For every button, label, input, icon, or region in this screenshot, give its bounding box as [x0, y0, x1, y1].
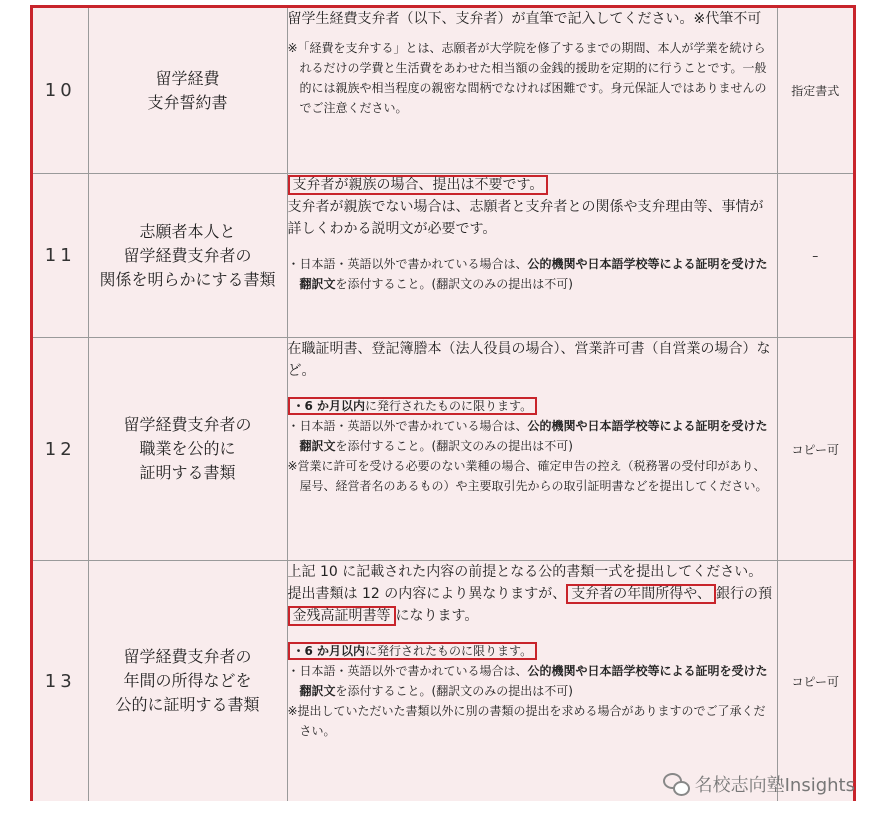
format-note: コピー可 — [777, 561, 853, 802]
document-title: 留学経費支弁者の 年間の所得などを 公的に証明する書類 — [88, 561, 287, 802]
watermark — [663, 771, 855, 797]
wechat-icon — [663, 773, 689, 795]
highlight-box: ・6 か月以内に発行されたものに限ります。 — [288, 642, 538, 660]
translation-note: ・日本語・英語以外で書かれている場合は、公的機関や日本語学校等による証明を受けた翻訳文を添付すること。(翻訳文のみの提出は不可) — [287, 257, 768, 291]
validity-note — [288, 641, 777, 661]
highlight-box: 金残高証明書等 — [288, 606, 396, 626]
table-row — [33, 174, 853, 338]
highlight-box: ・6 か月以内に発行されたものに限ります。 — [288, 397, 538, 415]
document-title: 留学経費支弁者の 職業を公的に 証明する書類 — [88, 338, 287, 561]
table-row — [33, 8, 853, 174]
requirements-table — [33, 8, 853, 801]
description-text: 上記 10 に記載された内容の前提となる公的書類一式を提出してください。 — [287, 564, 763, 580]
row-number: 12 — [33, 338, 88, 561]
translation-note: ・日本語・英語以外で書かれている場合は、公的機関や日本語学校等による証明を受けた翻訳文を添付すること。(翻訳文のみの提出は不可) — [287, 419, 768, 453]
row-number: 10 — [33, 8, 88, 174]
description-note: ※「経費を支弁する」とは、志願者が大学院を修了するまでの期間、本人が学業を続けられるだけの学費と生活費をあわせた相当額の金銭的援助を定期的に行うことです。一般的には親族や相当程度の親密な間柄でなければ困難です。身元保証人ではありませんのでご注意ください。 — [287, 41, 767, 115]
translation-note: ・日本語・英語以外で書かれている場合は、公的機関や日本語学校等による証明を受けた翻訳文を添付すること。(翻訳文のみの提出は不可) — [287, 664, 768, 698]
description-note: ※提出していただいた書類以外に別の書類の提出を求める場合がありますのでご了承ください。 — [287, 704, 766, 738]
document-title: 留学経費 支弁誓約書 — [88, 8, 287, 174]
document-description — [287, 174, 777, 338]
description-note: ※営業に許可を受ける必要のない業種の場合、確定申告の控え（税務署の受付印があり、屋号、経営者名のあるもの）や主要取引先からの取引証明書などを提出してください。 — [287, 459, 768, 493]
highlight-box: 支弁者が親族の場合、提出は不要です。 — [288, 175, 549, 195]
row-number: 13 — [33, 561, 88, 802]
description-text-highlight — [288, 174, 777, 196]
description-text: 留学生経費支弁者（以下、支弁者）が直筆で記入してください。※代筆不可 — [287, 11, 762, 27]
table-row — [33, 338, 853, 561]
description-text: 提出書類は 12 の内容により異なりますが、 支弁者の年間所得や、 銀行の預金残高証明書等 になります。 — [287, 586, 772, 624]
table-row — [33, 561, 853, 802]
document-description — [287, 338, 777, 561]
validity-note — [288, 396, 777, 416]
document-description — [287, 8, 777, 174]
format-note: 指定書式 — [777, 8, 853, 174]
format-note: コピー可 — [777, 338, 853, 561]
highlight-box: 支弁者の年間所得や、 — [566, 584, 716, 604]
row-number: 11 — [33, 174, 88, 338]
watermark-text: 名校志向塾Insights — [694, 775, 855, 796]
requirements-table-frame — [30, 5, 856, 801]
description-text: 在職証明書、登記簿謄本（法人役員の場合）、営業許可書（自営業の場合）など。 — [287, 341, 771, 379]
format-note: – — [777, 174, 853, 338]
description-text: 支弁者が親族でない場合は、志願者と支弁者との関係や支弁理由等、事情が詳しくわかる説明文が必要です。 — [287, 199, 764, 237]
document-title: 志願者本人と 留学経費支弁者の 関係を明らかにする書類 — [88, 174, 287, 338]
document-description — [287, 561, 777, 802]
